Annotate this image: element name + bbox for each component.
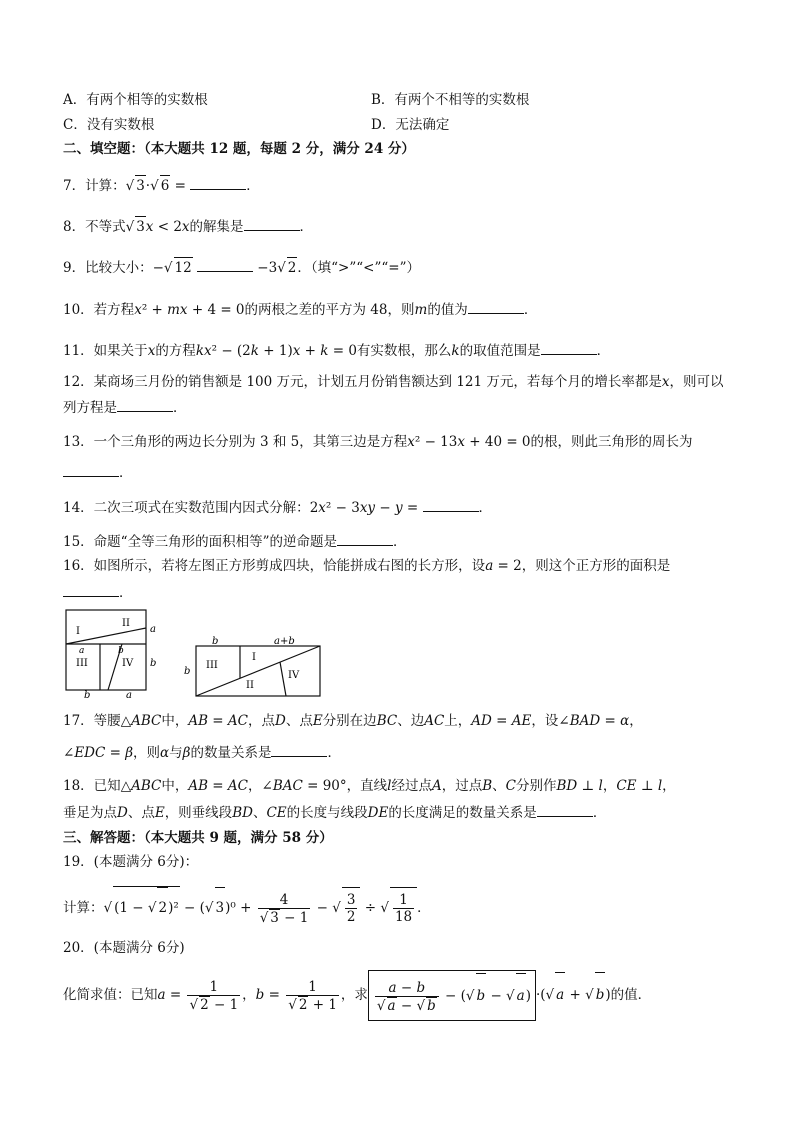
answer-blank <box>537 802 593 817</box>
q7-text: 7．计算： <box>63 178 126 194</box>
answer-blank <box>423 497 479 512</box>
q18-text: 18．已知 <box>63 778 121 794</box>
answer-blank <box>117 397 173 412</box>
square-figure <box>66 610 146 690</box>
piece-label-i: I <box>252 652 256 663</box>
section-solve-heading: 三、解答题：（本大题共 9 题，满分 58 分） <box>63 830 333 846</box>
q10-text: 10．若方程 <box>63 302 135 318</box>
answer-blank <box>271 742 327 757</box>
answer-blank <box>197 257 253 272</box>
option-c: C．没有实数根 <box>63 117 155 133</box>
question-14: 14．二次三项式在实数范围内因式分解：2x² − 3xy − y = ． <box>63 497 492 518</box>
answer-blank <box>63 582 119 597</box>
question-12-line-2: 列方程是 ． <box>63 397 187 418</box>
side-label-b: b <box>184 666 191 677</box>
question-11: 11．如果关于x的方程kx² − (2k + 1)x + k = 0有实数根，那么k的取值范围是 ． <box>63 340 610 361</box>
piece-label-ii: II <box>246 680 254 691</box>
q9-text: 9．比较大小： <box>63 260 153 276</box>
question-9: 9．比较大小：−√ 12 −3√ 2．（填“>”“<”“=”） <box>63 257 420 278</box>
question-18-line-2: 垂足为点D、点E，则垂线段BD、CE的长度与线段DE的长度满足的数量关系是 ． <box>63 802 606 823</box>
q17-text: 17．等腰 <box>63 713 121 729</box>
q13-text: 13．一个三角形的两边长分别为 3 和 5，其第三边是方程 <box>63 434 408 450</box>
side-label-a-plus-b: a+b <box>274 636 295 647</box>
side-label-b: b <box>150 658 157 669</box>
question-20-expression: 化简求值：已知a = $\frac{1}{√ 2 - 1}$ ，b = $\frac{1}{√ 2 + 1}$ ，求 $\frac{a - b}{√ a - √ b}$ − (√ b − √ a) ·(√ a + √ b)的值． <box>63 970 651 1021</box>
q20-text: 化简求值：已知 <box>63 987 158 1003</box>
q12-text: 12．某商场三月份的销售额是 100 万元，计划五月份销售额达到 121 万元，若每个月的增长率都是 <box>63 374 662 390</box>
side-label-a: a <box>79 646 85 656</box>
question-17-line-1: 17．等腰△ABC中，AB = AC，点D、点E分别在边BC、边AC上，AD = AE，设∠BAD = α， <box>63 713 643 729</box>
piece-label-i: I <box>76 626 80 637</box>
answer-blank <box>337 531 393 546</box>
question-18-line-1: 18．已知△ABC中，AB = AC，∠BAC = 90°，直线l经过点A，过点B、C分别作BD ⊥ l，CE ⊥ l， <box>63 778 676 794</box>
side-label-b: b <box>212 636 219 647</box>
piece-label-iv: IV <box>122 658 134 669</box>
piece-label-iii: III <box>206 660 218 671</box>
question-19-title: 19．(本题满分 6分)： <box>63 854 199 870</box>
q16-figure <box>60 608 330 700</box>
question-12-line-1: 12．某商场三月份的销售额是 100 万元，计划五月份销售额达到 121 万元，若每个月的增长率都是x，则可以 <box>63 374 724 390</box>
q15-text: 15．命题“全等三角形的面积相等”的逆命题是 <box>63 534 337 550</box>
question-16-line-2: ． <box>63 582 133 603</box>
q14-text: 14．二次三项式在实数范围内因式分解： <box>63 500 310 516</box>
answer-blank <box>190 175 246 190</box>
piece-label-iii: III <box>76 658 88 669</box>
answer-blank <box>468 299 524 314</box>
answer-blank <box>244 216 300 231</box>
question-17-line-2: ∠EDC = β，则α与β的数量关系是 ． <box>63 742 341 763</box>
rectangle-figure <box>196 646 320 696</box>
question-15: 15．命题“全等三角形的面积相等”的逆命题是 ． <box>63 531 406 552</box>
piece-label-ii: II <box>122 618 130 629</box>
section-fill-heading: 二、填空题：（本大题共 12 题，每题 2 分，满分 24 分） <box>63 141 415 157</box>
side-label-b: b <box>84 690 91 700</box>
piece-label-iv: IV <box>288 670 300 681</box>
q19-text: 计算： <box>63 900 104 916</box>
q16-text: 16．如图所示，若将左图正方形剪成四块，恰能拼成右图的长方形，设 <box>63 558 486 574</box>
option-a: A．有两个相等的实数根 <box>63 92 208 108</box>
question-13-line-1: 13．一个三角形的两边长分别为 3 和 5，其第三边是方程x² − 13x + 40 = 0的根，则此三角形的周长为 <box>63 434 693 450</box>
side-label-b: b <box>118 646 124 656</box>
question-8: 8．不等式√ 3x < 2x的解集是 ． <box>63 216 313 237</box>
question-13-line-2: ． <box>63 462 133 483</box>
option-d: D．无法确定 <box>371 117 450 133</box>
side-label-a: a <box>150 624 156 635</box>
option-b: B．有两个不相等的实数根 <box>371 92 530 108</box>
q11-text: 11．如果关于 <box>63 343 148 359</box>
answer-blank <box>541 340 597 355</box>
question-20-title: 20．(本题满分 6分) <box>63 940 185 956</box>
question-10: 10．若方程x² + mx + 4 = 0的两根之差的平方为 48，则m的值为 ． <box>63 299 537 320</box>
question-7: 7．计算：√ 3·√ 6 = ． <box>63 175 260 196</box>
question-16-line-1: 16．如图所示，若将左图正方形剪成四块，恰能拼成右图的长方形，设a = 2，则这个正方形的面积是 <box>63 558 671 574</box>
q8-text: 8．不等式 <box>63 219 126 235</box>
side-label-a: a <box>126 690 132 700</box>
question-19-expression: 计算：√ (1 − √ 2)² − (√ 3)⁰ + $\frac{4}{√ 3 - 1}$ − √ $\frac{3}{2}$ ÷ √ $\frac{1}{18}$ ． <box>63 886 431 928</box>
answer-blank <box>63 462 119 477</box>
